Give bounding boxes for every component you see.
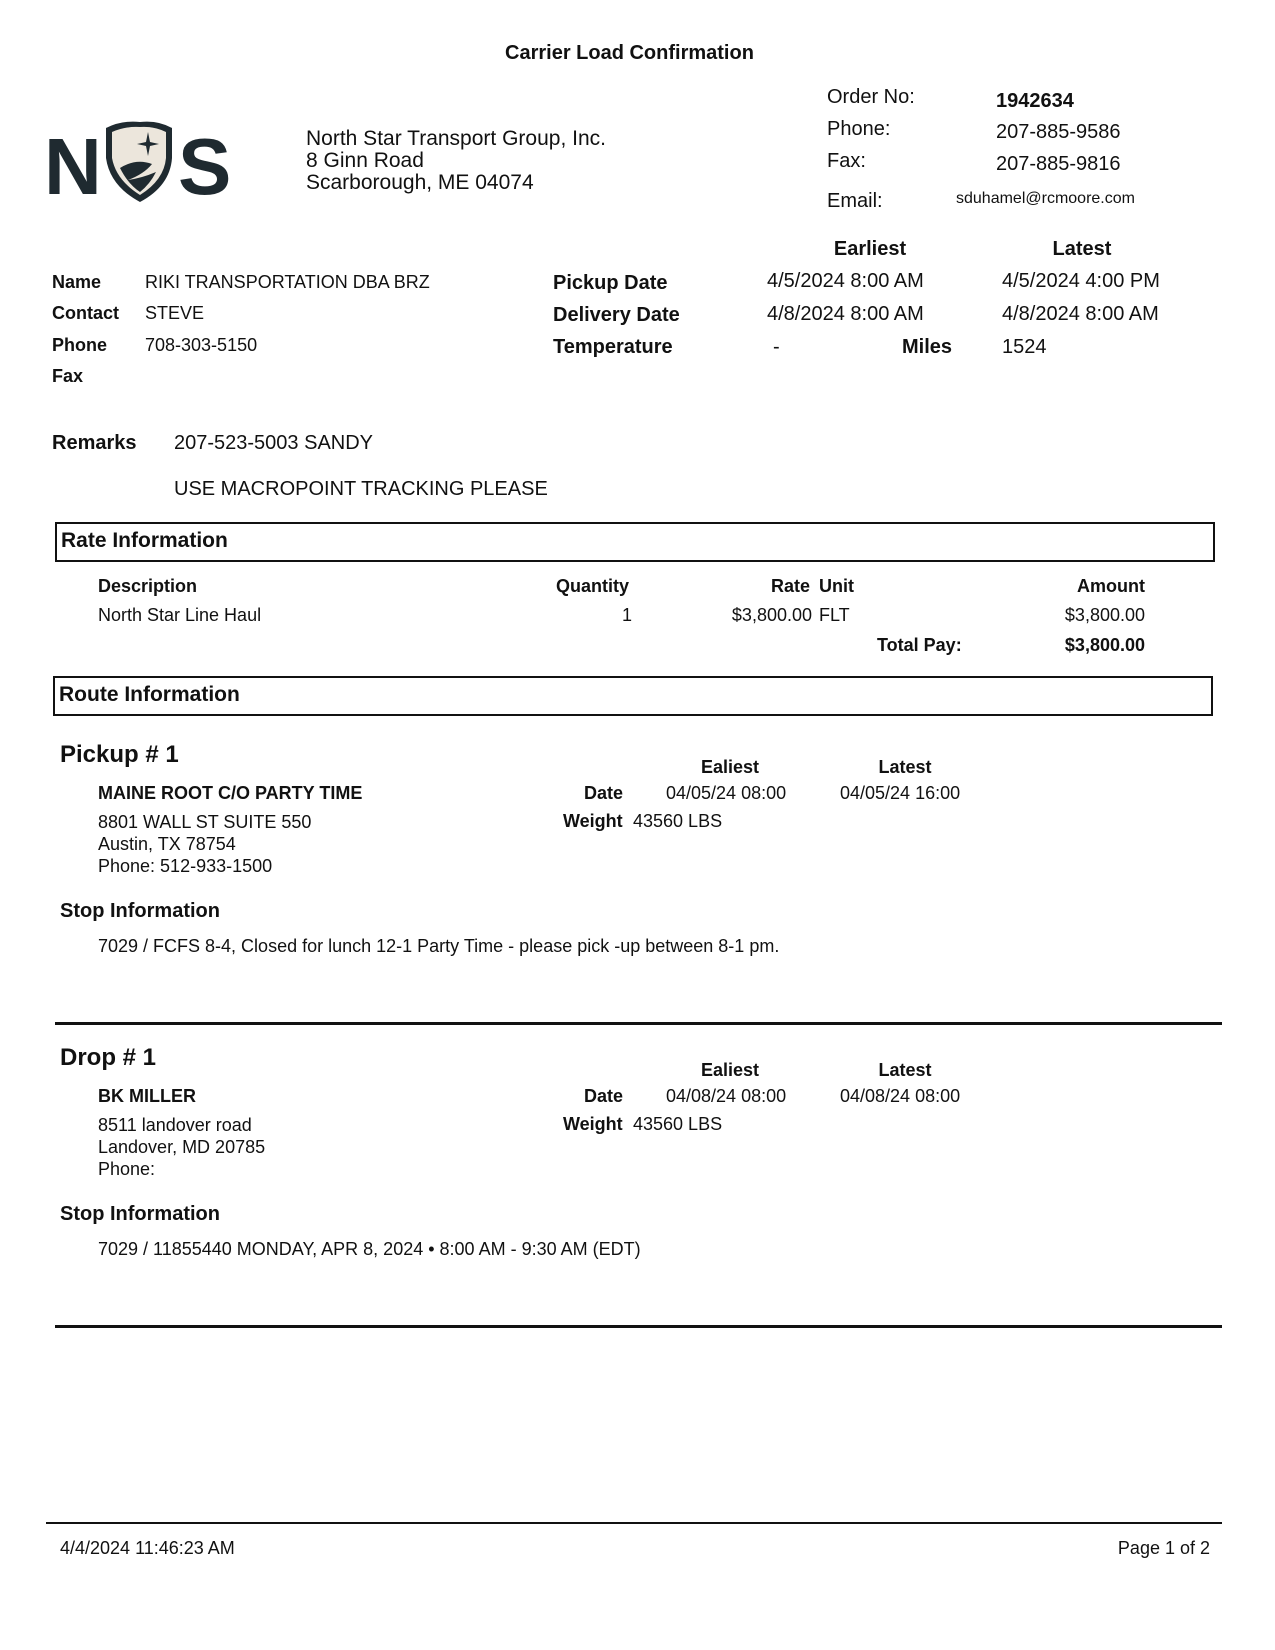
drop-phone: Phone: — [98, 1159, 156, 1179]
pickup-latest-header: Latest — [878, 757, 932, 777]
company-name: North Star Transport Group, Inc. — [306, 127, 606, 150]
remarks-line-2: USE MACROPOINT TRACKING PLEASE — [174, 478, 548, 500]
footer-page-number: Page 1 of 2 — [1117, 1538, 1210, 1558]
order-fax-label: Fax: — [827, 150, 866, 172]
rate-header-unit: Unit — [819, 576, 854, 596]
rate-row-rate: $3,800.00 — [731, 605, 812, 625]
drop-location-name: BK MILLER — [98, 1086, 196, 1106]
pickup-earliest-value: 4/5/2024 8:00 AM — [767, 270, 924, 292]
company-logo — [44, 118, 234, 204]
total-pay-value: $3,800.00 — [1064, 635, 1145, 655]
order-email-value: sduhamel@rcmoore.com — [956, 190, 1135, 207]
carrier-fax-label: Fax — [52, 366, 84, 386]
order-no-label: Order No: — [827, 86, 915, 108]
rate-header-description: Description — [98, 576, 198, 596]
pickup-date-earliest: 04/05/24 08:00 — [666, 783, 787, 803]
miles-value: 1524 — [1002, 336, 1047, 358]
page-title: Carrier Load Confirmation — [505, 42, 754, 64]
order-phone-value: 207-885-9586 — [996, 121, 1121, 143]
logo-letter-n: N — [44, 122, 102, 204]
rate-information-title: Rate Information — [61, 529, 228, 552]
drop-date-latest: 04/08/24 08:00 — [840, 1086, 961, 1106]
pickup-stop-info: 7029 / FCFS 8-4, Closed for lunch 12-1 Party Time - please pick -up between 8-1 pm. — [98, 936, 780, 956]
pickup-address-line-2: Austin, TX 78754 — [98, 834, 236, 854]
rate-information-header — [55, 522, 1215, 562]
drop-address-line-1: 8511 landover road — [98, 1115, 252, 1135]
order-email-label: Email: — [827, 190, 883, 212]
logo-letter-s: S — [178, 122, 232, 204]
drop-heading: Drop # 1 — [60, 1044, 157, 1071]
pickup-address-line-1: 8801 WALL ST SUITE 550 — [98, 812, 312, 832]
rate-row-quantity: 1 — [621, 605, 632, 625]
temperature-label: Temperature — [553, 336, 673, 358]
delivery-date-label: Delivery Date — [553, 304, 680, 326]
carrier-contact-label: Contact — [52, 303, 119, 323]
pickup-phone: Phone: 512-933-1500 — [98, 856, 273, 876]
drop-address — [98, 1114, 265, 1180]
rate-header-rate: Rate — [770, 576, 810, 596]
company-address — [306, 128, 606, 194]
remarks-line-1: 207-523-5003 SANDY — [174, 432, 374, 454]
rate-header-amount: Amount — [1077, 576, 1145, 596]
total-pay-label: Total Pay: — [877, 635, 962, 655]
rate-header-quantity: Quantity — [556, 576, 630, 596]
remarks-label: Remarks — [52, 432, 137, 454]
drop-stop-info: 7029 / 11855440 MONDAY, APR 8, 2024 • 8:00 AM - 9:30 AM (EDT) — [98, 1239, 641, 1259]
footer-divider — [46, 1522, 1222, 1524]
carrier-phone-value: 708-303-5150 — [145, 335, 258, 355]
company-city: Scarborough, ME 04074 — [306, 171, 534, 194]
drop-latest-header: Latest — [878, 1060, 932, 1080]
order-fax-value: 207-885-9816 — [996, 153, 1121, 175]
rate-row-amount: $3,800.00 — [1064, 605, 1145, 625]
carrier-name-label: Name — [52, 272, 102, 292]
carrier-name-value: RIKI TRANSPORTATION DBA BRZ — [145, 272, 430, 292]
drop-date-earliest: 04/08/24 08:00 — [666, 1086, 787, 1106]
pickup-address — [98, 811, 311, 877]
carrier-phone-label: Phone — [52, 335, 108, 355]
schedule-earliest-header: Earliest — [833, 238, 907, 260]
rate-row-unit: FLT — [819, 605, 850, 625]
carrier-contact-value: STEVE — [145, 303, 205, 323]
drop-weight-value: 43560 LBS — [633, 1114, 723, 1134]
temperature-value: - — [773, 336, 780, 358]
drop-address-line-2: Landover, MD 20785 — [98, 1137, 266, 1157]
pickup-stop-info-label: Stop Information — [60, 900, 220, 922]
route-information-title: Route Information — [59, 683, 240, 706]
logo-graphic — [44, 118, 234, 204]
drop-date-label-row: Date — [584, 1086, 624, 1106]
delivery-latest-value: 4/8/2024 8:00 AM — [1002, 303, 1159, 325]
order-phone-label: Phone: — [827, 118, 891, 140]
pickup-location-name: MAINE ROOT C/O PARTY TIME — [98, 783, 363, 803]
pickup-heading: Pickup # 1 — [60, 741, 179, 768]
pickup-weight-label: Weight — [563, 811, 623, 831]
pickup-latest-value: 4/5/2024 4:00 PM — [1002, 270, 1160, 292]
pickup-date-label-row: Date — [584, 783, 624, 803]
order-no-value: 1942634 — [996, 90, 1074, 112]
pickup-date-latest: 04/05/24 16:00 — [840, 783, 961, 803]
drop-stop-info-label: Stop Information — [60, 1203, 220, 1225]
schedule-latest-header: Latest — [1052, 238, 1112, 260]
footer-timestamp: 4/4/2024 11:46:23 AM — [60, 1538, 235, 1558]
pickup-divider — [55, 1022, 1222, 1025]
pickup-earliest-header: Ealiest — [700, 757, 760, 777]
drop-earliest-header: Ealiest — [700, 1060, 760, 1080]
pickup-weight-value: 43560 LBS — [633, 811, 723, 831]
rate-row-description: North Star Line Haul — [98, 605, 262, 625]
delivery-earliest-value: 4/8/2024 8:00 AM — [767, 303, 924, 325]
pickup-date-label: Pickup Date — [553, 272, 668, 294]
miles-label: Miles — [902, 336, 953, 358]
company-street: 8 Ginn Road — [306, 149, 424, 172]
drop-divider — [55, 1325, 1222, 1328]
route-information-header — [53, 676, 1213, 716]
drop-weight-label: Weight — [563, 1114, 623, 1134]
